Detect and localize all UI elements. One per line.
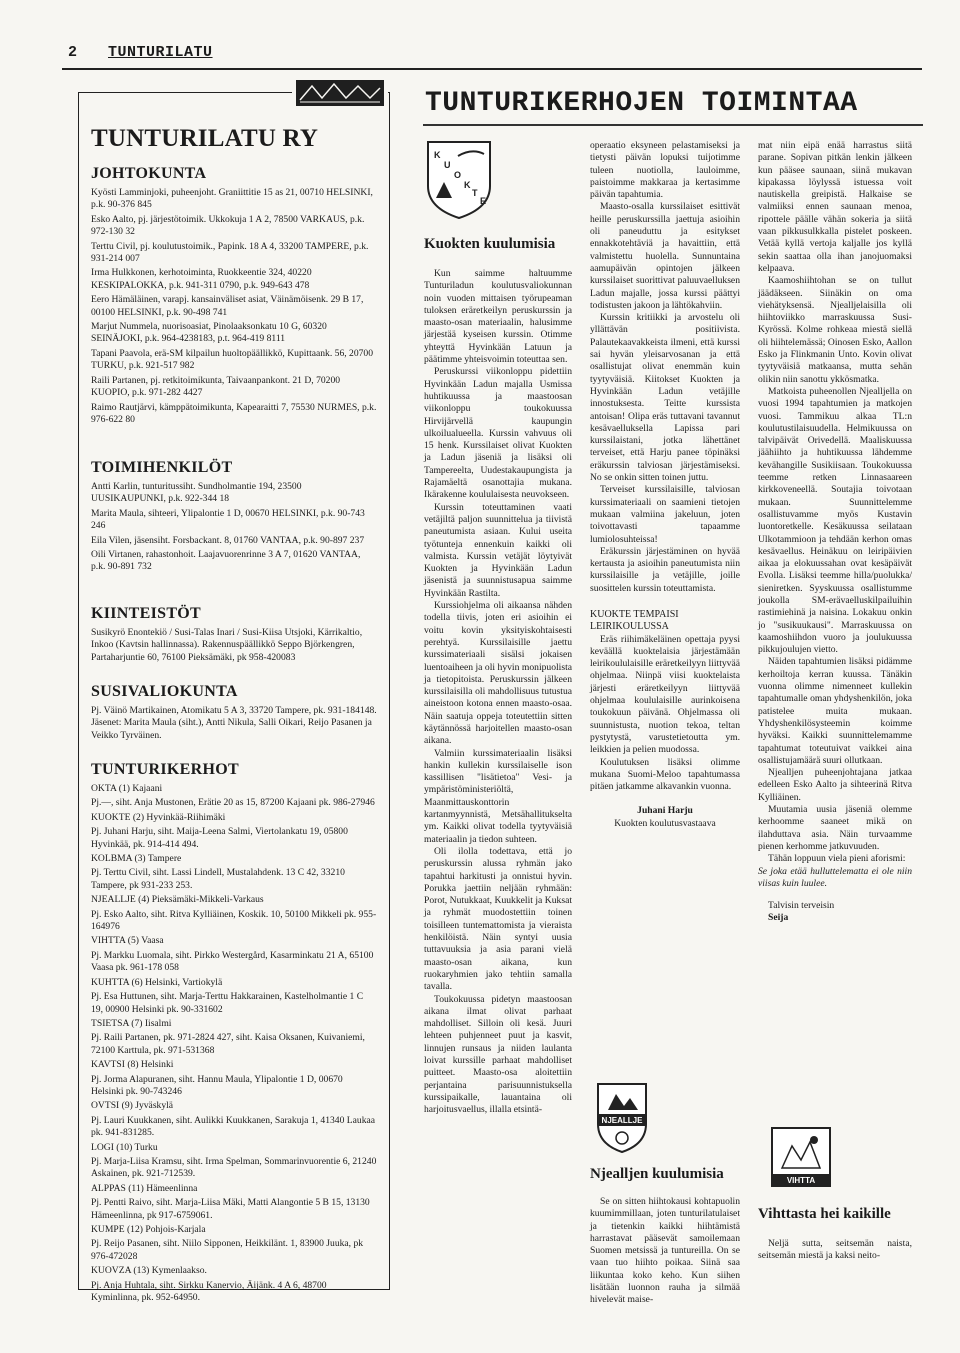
svg-text:VIHTTA: VIHTTA	[786, 1176, 816, 1185]
list-item: KUHTTA (6) Helsinki, Vartiokylä	[91, 976, 223, 988]
title-divider	[423, 124, 923, 126]
list-item: Pj. Anja Huhtala, siht. Sirkku Kanervio, Äijänk. 4 A 6, 48700 Kyminlinna, pk. 952-64950.	[91, 1279, 327, 1304]
list-item: OKTA (1) Kajaani	[91, 783, 163, 794]
toimihenkilot-heading: TOIMIHENKILÖT	[91, 459, 233, 476]
paragraph: Neljä sutta, seitsemän naista, seitsemän miestä ja kaksi neito-	[758, 1238, 912, 1262]
page-header-title: TUNTURILATU	[108, 44, 213, 61]
mountain-logo-icon	[296, 80, 384, 106]
list-item: Esko Aalto, pj. järjestötoimik. Ukkokuja 1 A 2, 78500 VARKAUS, p.k. 972-130 32	[91, 213, 365, 238]
kiinteistot-body: Susikyrö Enontekiö / Susi-Talas Inari / Susi-Kiisa Utsjoki, Kärrikaltio, Inkoo (Kavtsin hallinnassa). Rakennuspäällikkö Seppo Björkengren, Partaharjuntie 60, 76100 Pieksämäki, pk 958-420083	[91, 627, 363, 663]
svg-text:NJEALLJE: NJEALLJE	[601, 1116, 643, 1125]
list-item: Pj. Markku Luomala, siht. Pirkko Westergård, Kasarminkatu 21 A, 65100 Vaasa pk. 961-178 058	[91, 949, 374, 974]
page-number: 2	[68, 44, 78, 61]
kuokte-tempaisi-heading	[590, 609, 740, 634]
vihtta-heading: Vihttasta hei kaikille	[758, 1206, 891, 1222]
paragraph: Kurssin toteuttaminen vaati vetäjiltä paljon suunnittelua ja tiivistä paneutumista asiaan. Kului useita työtunteja ennenkuin kaikki oli valmista. Kurssin vetäjät löytyivät Kuokten ja Hyvinkään Ladun jäsenistä ja suunnistusapua saimme Hyvinkään Rastilta.	[424, 501, 572, 599]
susivaliokunta-heading: SUSIVALIOKUNTA	[91, 683, 238, 700]
list-item: Pj. Pentti Raivo, siht. Marja-Liisa Mäki, Matti Alangontie 5 B 15, 13130 Hämeenlinna, pk 917-6759061.	[91, 1197, 370, 1221]
list-item: Pj. Jorma Alapuranen, siht. Hannu Maula, Ylipalontie 1 D, 00670 Helsinki pk. 90-743246	[91, 1073, 343, 1097]
list-item: Marita Maula, sihteeri, Ylipalontie 1 D, 00670 HELSINKI, p.k. 90-743 246	[91, 507, 365, 532]
njeallje-text	[590, 1196, 740, 1307]
signature-role: Kuokten koulutusvastaava	[614, 817, 716, 829]
list-item: Antti Karlin, tunturitussiht. Sundholmantie 194, 23500 UUSIKAUPUNKI, p.k. 922-344 18	[91, 481, 302, 505]
paragraph: Se on sitten hiihtokausi kohtapuolin kuumimmillaan, joten tunturilatulaiset ja tietenkin kaikki hiihtämistä harrastavat pääsevät samoilemaan Suomen metsissä ja tuntureilla. On se vaan tuo hiihto poikaa. Siinä saa liikuntaa koko keho. Kun siihen lisätään luonnon rauha ja silmää hivelevät maise-	[590, 1196, 740, 1306]
list-item: Eila Vilen, jäsensiht. Forsbackant. 8, 01760 VANTAA, p.k. 90-897 237	[91, 534, 365, 546]
svg-text:K: K	[434, 150, 441, 160]
tunturikerhot-heading: TUNTURIKERHOT	[91, 761, 239, 778]
paragraph: Njealljen puheenjohtajana jatkaa edelleen Esko Aalto ja sihteerinä Ritva Kylliäinen.	[758, 767, 912, 803]
list-item: Pj. Marja-Liisa Kramsu, siht. Irma Spelman, Sommarinvuorentie 6, 21240 Askainen, pk. 921-712539.	[91, 1155, 377, 1180]
paragraph: Maasto-osalla kurssilaiset esittivät heille peruskurssilla jaettuja asioihin oli paneuduttu ja esitykset ennakkotehtäviä ja havaittiin, että valmistettu huolella. Sunnuntaina aamupäivän opintojen jälkeen kurssilaiset suorittivat paluuvaelluksen Ladun majalle, jossa kurssi päättyi todistusten jakoon ja lähtökahviin.	[590, 201, 740, 311]
svg-text:T: T	[472, 188, 478, 198]
paragraph: Tähän loppuun viela pieni aforismi:	[768, 853, 906, 865]
paragraph: Matkoista puheenollen Njealljella on vuosi 1994 tapahtumien ja matkojen vuosi. Tammikuu alkaa TL:n koulutustilaisuudella. Helmikuussa on talvipäivät Orivedellä. Maaliskuussa jäähiihto ja huhtikuussa lähdemme kevähangille Susikiisaan. Toukokuussa teemme retken Linnasaareen kirkkoveneellä. Soutajia toivotaan mukaan. Suunnittelemme osallistuvamme myös Kustavin luontoretkelle. Kesäkuussa seilataan Ulkotammioon ja tehdään kerhon omas kesävaellus. Heinäkuu on leiripäivien aikaa ja elokuussahan ovat kesäpäivät Evolla. Lisäksi teemme hilla/puolukka/ sieniretken. Syyskuussa osallistumme joukolla SM-erävaelluskilpailuihin rastimiehinä ja naisina. Lokakuu onkin jo "susikuukausi". Marraskuussa on kaamoshiihdon vuoro ja joulukuussa pikkujoulujen vietto.	[758, 385, 912, 656]
list-item: Pj. Raili Partanen, pk. 971-2824 427, siht. Kaisa Oksanen, Kuivaniemi, 72100 Karttula, pk. 971-531368	[91, 1032, 365, 1056]
list-item: Pj. Terttu Civil, siht. Lassi Lindell, Mustalahdenk. 13 C 42, 33210 Tampere, pk 931-233 253.	[91, 867, 345, 891]
johtokunta-list	[91, 187, 377, 428]
paragraph: Peruskurssi viikonloppu pidettiin Hyvinkään Ladun majalla Usmissa huhtikuussa ja maastoosan viikonloppu toukokuussa Hirvijärvellä kaupungin ulkoilualueella. Kurssin vahvuus oli 15 henk. Kurssilaiset olivat Kuokten ja Ladun jäseniä ja lisäksi oli Tampereelta, Uudestakaupungista ja Rajamäeltä osanottajia mukana. Ikärakenne koululaisesta neuvokseen.	[424, 366, 572, 501]
kuokte-column-1	[424, 268, 572, 1116]
list-item: Kyösti Lamminjoki, puheenjoht. Graniittitie 15 as 21, 00710 HELSINKI, p.k. 90-376 845	[91, 187, 373, 211]
paragraph: operaatio eksyneen pelastamiseksi ja tietysti päivän lopuksi tuijotimme tuleen nuotiolla, lauloimme, paistoimme makkaraa ja kertasimme päivän tapahtumia.	[590, 140, 740, 201]
association-logo	[292, 80, 388, 110]
kiinteistot-heading: KIINTEISTÖT	[91, 605, 202, 622]
list-item: ALPPAS (11) Hämeenlinna	[91, 1182, 198, 1194]
signature-name: Juhani Harju	[637, 805, 693, 817]
list-item: Raili Partanen, pj. retkitoimikunta, Taivaanpankont. 21 D, 70200 KUOPIO, p.k. 971-282 4427	[91, 374, 341, 399]
list-item: OVTSI (9) Jyväskylä	[91, 1100, 174, 1112]
greeting-name: Seija	[768, 912, 789, 924]
paragraph: Kaamoshiihtohan se on tullut jäädäkseen. Siinäkin on oma viehätyksensä. Njealljelaisilla oli hiihtoviikko marraskuussa Susi-Kyrössä. Kolme rohkeaa miestä siellä oli hiihtelemässä; Oinosen Esko, Aallon Esko ja Flinkmanin Unto. Kovin olivat tyytyväisiä matkaansa, mutta sehän olikin niin sanottu ykkösmatka.	[758, 275, 912, 385]
association-info-box	[78, 92, 390, 1304]
njeallje-crest-icon	[592, 1080, 652, 1156]
tunturikerhot-list	[91, 783, 377, 1306]
list-item: Terttu Civil, pj. koulutustoimik., Papink. 18 A 4, 33200 TAMPERE, p.k. 931-214 007	[91, 240, 369, 265]
list-item: Pj. Esa Huttunen, siht. Marja-Terttu Hakkarainen, Kastelholmantie 1 C 19, 00900 Helsinki pk. 90-331602	[91, 991, 364, 1015]
list-item: KUOVZA (13) Kymenlaakso.	[91, 1265, 207, 1277]
paragraph: Kurssin kritiikki ja arvostelu oli yllättävän positiivista. Palautekaavakkeista ilmeni, että kurssi sai hyvän yleisarvosanan ja että osallistujat olivat enemmän kuin tyytyväisiä. Kiitokset Kuokten ja Hyvinkään Ladun vetäjille innostuksesta. Teitte kurssista antoisan! Olipa eräs tuttavani tavannut kesävaelluksella Lapissa pari kurssilaistani, jotka lähettänet terveiset, että Harju panee töpinäksi eräkurssin talviosan järjestämiseksi. No se onkin sitten toinen juttu.	[590, 312, 740, 484]
list-item: NJEALLJE (4) Pieksämäki-Mikkeli-Varkaus	[91, 894, 264, 906]
list-item: Oili Virtanen, rahastonhoit. Laajavuorenrinne 3 A 7, 01620 VANTAA, p.k. 90-891 732	[91, 549, 361, 573]
section-title: TUNTURIKERHOJEN TOIMINTAA	[425, 88, 858, 119]
johtokunta-heading: JOHTOKUNTA	[91, 165, 207, 182]
list-item: Pj. Esko Aalto, siht. Ritva Kylliäinen, Koskik. 10, 50100 Mikkeli pk. 955-164976	[91, 908, 377, 933]
association-title: TUNTURILATU RY	[91, 125, 319, 152]
list-item: LOGI (10) Turku	[91, 1141, 158, 1153]
list-item: VIHTTA (5) Vaasa	[91, 935, 164, 947]
kuokte-heading: Kuokten kuulumisia	[424, 236, 556, 252]
paragraph: Näiden tapahtumien lisäksi pidämme kerhoiltoja kerran kuussa. Tänäkin vuonna olimme nimenneet kullekin tapahtumalle oman yhdyshenkilön, joka patistelee muita mukaan. Yhdyshenkilösysteemin koimme hyväksi. Kaikki suunnittelemamme tapahtumat toteutuivat vaikkei aina osallistujamäärä suuri ollutkaan.	[758, 656, 912, 766]
njeallje-column-3	[758, 140, 912, 925]
paragraph: Koulutuksen lisäksi olimme mukana Suomi-Meloo tapahtumassa pitäen jatkamme alkavankin vuonna.	[590, 756, 740, 793]
svg-text:K: K	[464, 180, 471, 190]
greeting: Talvisin terveisin	[768, 900, 835, 912]
list-item: KOLBMA (3) Tampere	[91, 853, 182, 865]
list-item: Pj. Lauri Kuukkanen, siht. Aulikki Kuukkanen, Sarakuja 1, 41340 Laukaa pk. 941-831285.	[91, 1114, 376, 1139]
list-item: KAVTSI (8) Helsinki	[91, 1059, 174, 1071]
aphorism: Se joka etää hulluttelematta ei ole niin viisas kuin luulee.	[758, 865, 912, 889]
vihtta-text	[758, 1238, 912, 1263]
toimihenkilot-list	[91, 481, 377, 576]
paragraph: Terveiset kurssilaisille, talviosan kurssimateriaali on saamieni tietojen mukaan valmiina jakeluun, joten toivottavasti tapaamme lumiolosuhteissa!	[590, 484, 740, 545]
paragraph: Eräs riihimäkeläinen opettaja pyysi keväällä kuoktelaisia järjestämään leirikoululaisille eräretkeilyyn liittyvää ohjelmaa. Niinpä viisi kuoktelaista järjesti eräretkeilyyn liittyvää ohjelmaa koululaisille aurinkoisena toukokuun päivänä. Ohjelmassa oli suunnistusta, nuotion tekoa, teltan pystytystä, varustetietoutta ym. leikkien ja pelien muodossa.	[590, 633, 740, 756]
list-item: Pj. Juhani Harju, siht. Maija-Leena Salmi, Viertolankatu 19, 05800 Hyvinkää, pk. 914-414 494.	[91, 826, 348, 850]
svg-text:O: O	[454, 170, 462, 180]
paragraph: Toukokuussa pidetyn maastoosan aikana ilmat olivat parhaat mahdolliset. Silloin oli kesä. Juuri lehteen puhjenneet puut ja kasvit, linnujen runsaus ja niiden laulanta loivat kurssille parhaat mahdolliset puitteet. Maasto-osa aloitettiin perjantaina parisuunnistuksella kurssipaikalle, lauantaina oli harjoitusvaellus, illalla etsintä-	[424, 993, 572, 1116]
paragraph: mat niin eipä enää harrastus siitä parane. Sopivan pitkän lenkin jälkeen kun pääsee saunaan, siinä mukavan kipakassa löylyssä istuessa voit nautiskella greipistä. Halkaise se valmiiksi ennen saunaan menoa, ripottele päälle vähän sokeria ja siitä vaan pikkusulkkalla pistelet poskeen. Vetää kyllä vertoja kaljalle jos kyllä sekin saattaa olla ihan janojuomaksi kelpaava.	[758, 140, 912, 274]
paragraph: Muutamia uusia jäseniä olemme kerhoomme saaneet mikä on ilahduttava asia. Näin turvaamme pienen kerhomme jatkuvuuden.	[758, 804, 912, 852]
list-item: Marjut Nummela, nuorisoasiat, Pinolaaksonkatu 10 G, 60320 SEINÄJOKI, p.k. 964-4238183, p.t. 964-419 8111	[91, 321, 327, 345]
subheading: KUOKTE TEMPAISI	[590, 608, 679, 620]
paragraph: Valmiin kurssimateriaalin lisäksi hankin kullekin kurssilaiselle ison kassillisen "lisätietoa" Vesi- ja ympäristöministeriöltä, Maanmittauskonttorin kartanmyynnistä, Metsähallitukselta ym. Kaikki olivat todella tyytyväisiä materiaalin ja tiedon suhteen.	[424, 747, 572, 845]
list-item: Raimo Rautjärvi, kämppätoimikunta, Kapearaitti 7, 75530 NURMES, p.k. 976-622 80	[91, 401, 377, 425]
kuokte-column-2	[590, 140, 740, 830]
kiinteistot-text	[91, 627, 377, 666]
susivaliokunta-text	[91, 705, 377, 744]
kuokte-crest-icon	[424, 138, 494, 220]
njeallje-heading: Njealljen kuulumisia	[590, 1166, 724, 1182]
paragraph: Kurssiohjelma oli aikaansa nähden todella tiivis, joten eri asioihin ei voitu kovin yksityiskohtaisesti perehtyä. Kurssilaisille jaettu kurssimateriaali sisälsi jokaisen luentoaiheen ja oli hyvin monipuolista ja tietopitoista. Peruskurssin jälkeen kurssilaisilla oli mahdollisuus tutustua aineistoon kotona ennen maasto-osaa. Näin saatuja oppeja toteutettiin sitten käytännössä harjoitellen maasto-osan aikana.	[424, 600, 572, 747]
list-item: KUOKTE (2) Hyvinkää-Riihimäki	[91, 811, 226, 823]
list-item: Pj. Reijo Pasanen, siht. Niilo Sipponen, Heikkilänt. 1, 83900 Juuka, pk 976-472028	[91, 1238, 364, 1262]
subheading: LEIRIKOULUSSA	[590, 621, 669, 633]
paragraph: Kun saimme haltuumme Tunturiladun koulutusvaliokunnan noin vuoden mittaisen työrupeaman tuloksen eräretkeilyn peruskurssin ja maasto-osan materiaalin, halusimme järjestää kyseisen kurssin. Otimme yhteyttä Hyvinkään Latuun ja päätimme yhteisvoimin toteuttaa sen.	[424, 268, 572, 366]
svg-text:U: U	[444, 160, 451, 170]
paragraph: Oli ilolla todettava, että jo peruskurssin alussa ryhmän jako tapahtui harkitusti ja onnistui hyvin. Porukka jaettiin neljään ryhmään: Porot, Nutukkaat, Kuukkelit ja Kuksat ja ryhmät muodostettiin toinen toisilleen tuntemattomista ja vieraista henkilöistä. Näin syntyi uusia tuttavuuksia ja asia parani vielä maasto-osan aikana, kun ruokaryhmien jako tehtiin samalla tavalla.	[424, 845, 572, 993]
list-item: Tapani Paavola, erä-SM kilpailun huoltopäällikkö, Kupittaank. 56, 20700 TURKU, p.k. 921-517 982	[91, 347, 374, 372]
svg-text:E: E	[480, 196, 487, 206]
list-item: KUMPE (12) Pohjois-Karjala	[91, 1224, 206, 1235]
page-header	[62, 40, 922, 70]
susivaliokunta-body: Pj. Väinö Martikainen, Atomikatu 5 A 3, 33720 Tampere, pk. 931-184148. Jäsenet: Marita Maula (siht.), Antti Nikula, Salli Oikari, Reijo Pasanen ja Veikko Tyrväinen.	[91, 705, 377, 741]
list-item: TSIETSA (7) Iisalmi	[91, 1017, 172, 1029]
list-item: Irma Hulkkonen, kerhotoiminta, Ruokkeentie 324, 40220 KESKIPALOKKA, p.k. 941-311 0790, p.k. 949-643 478	[91, 267, 312, 291]
list-item: Pj.—, siht. Anja Mustonen, Erätie 20 as 15, 87200 Kajaani pk. 986-27946	[91, 797, 375, 809]
list-item: Eero Hämäläinen, varapj. kansainväliset asiat, Väinämöisenk. 29 B 17, 00100 HELSINKI, p.k. 90-498 741	[91, 294, 364, 318]
vihtta-crest-icon	[768, 1124, 834, 1196]
paragraph: Eräkurssin järjestäminen on hyvää kertausta ja asioihin paneutumista niin kurssilaisille ja vetäjille, joille suosittelen kurssin toteuttamista.	[590, 545, 740, 594]
